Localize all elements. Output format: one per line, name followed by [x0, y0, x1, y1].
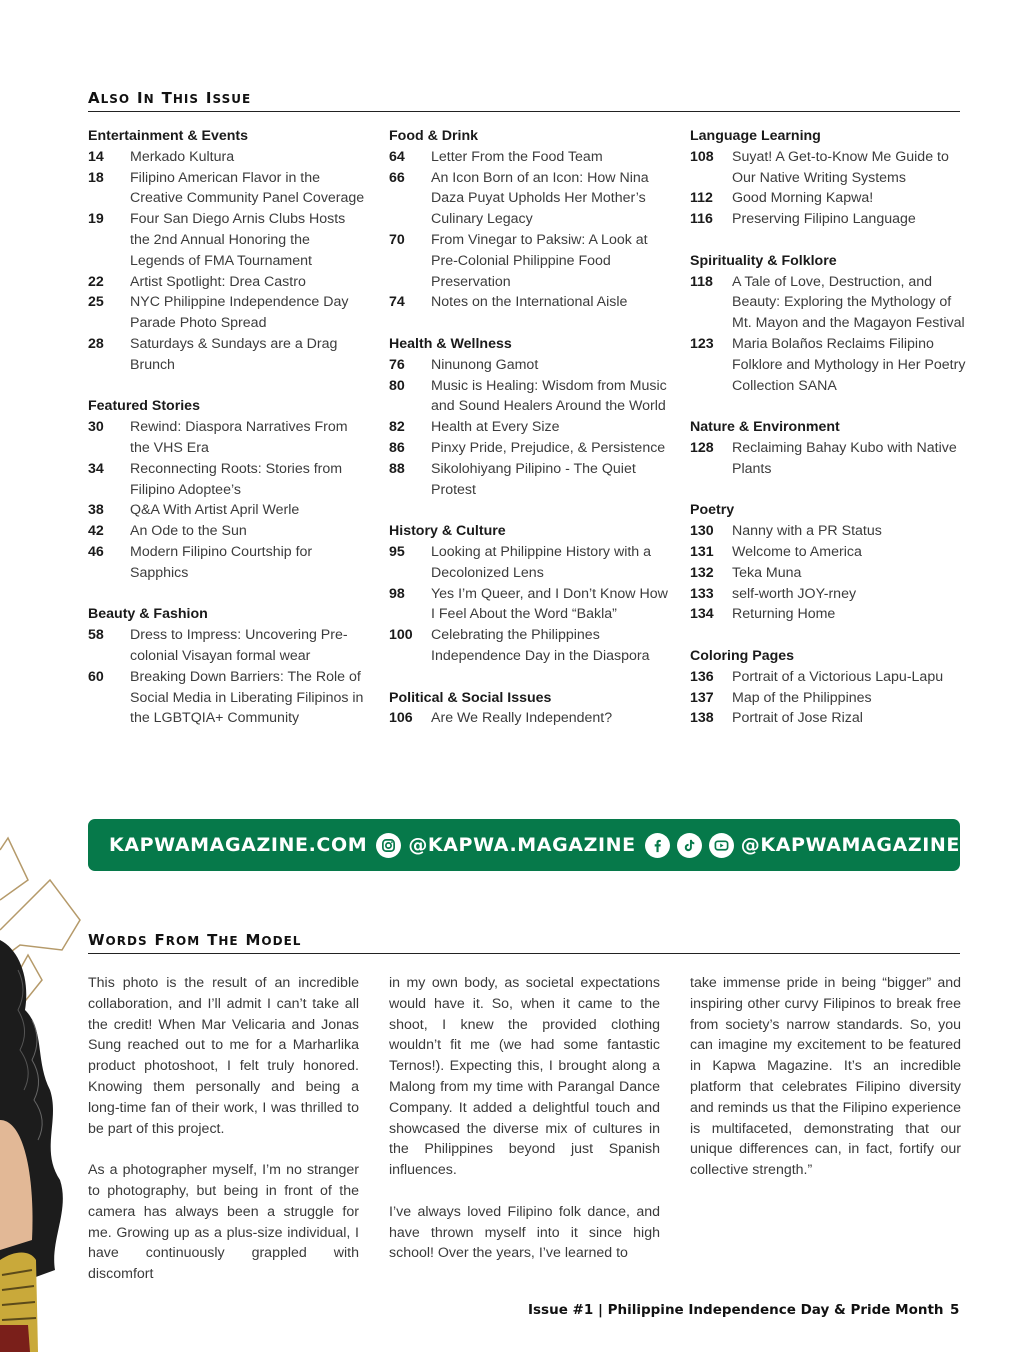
toc-entry[interactable] — [690, 334, 970, 396]
toc-page-number: 42 — [88, 523, 104, 540]
toc-entry-title: Modern Filipino Courtship for Sapphics — [130, 543, 313, 581]
toc-entry-title: Filipino American Flavor in the Creative Community Panel Coverage — [130, 169, 365, 207]
facebook-icon[interactable] — [645, 833, 670, 858]
toc-category-heading: Poetry — [690, 502, 735, 519]
toc-entry-title: NYC Philippine Independence Day Parade Photo Spread — [130, 294, 349, 332]
toc-entry[interactable] — [88, 417, 368, 459]
toc-category-group — [389, 334, 669, 500]
toc-entry-title: Merkado Kultura — [130, 148, 235, 165]
article-column-2 — [389, 973, 660, 1285]
youtube-icon[interactable] — [709, 833, 734, 858]
toc-page-number: 25 — [88, 294, 104, 311]
toc-category-heading: Entertainment & Events — [88, 128, 249, 144]
toc-entry[interactable] — [389, 417, 669, 438]
toc-entry[interactable] — [88, 500, 368, 521]
toc-entry-title: Preserving Filipino Language — [732, 211, 916, 228]
toc-entry-title: Celebrating the Philippines Independence Day in the Diaspora — [431, 627, 650, 664]
model-photo-illustration — [0, 820, 90, 1352]
toc-entry[interactable] — [389, 292, 669, 313]
toc-category-group — [690, 500, 970, 625]
toc-entry[interactable] — [389, 147, 669, 168]
toc-entry-title: Good Morning Kapwa! — [732, 190, 874, 207]
toc-entry[interactable] — [88, 521, 368, 542]
toc-entry[interactable] — [389, 542, 669, 584]
instagram-icon — [376, 833, 401, 858]
toc-entry[interactable] — [690, 584, 970, 605]
toc-page-number: 80 — [389, 377, 405, 394]
toc-entry-title: Looking at Philippine History with a Decolonized Lens — [431, 543, 652, 581]
toc-page-number: 118 — [690, 273, 713, 290]
toc-entry-title: Nanny with a PR Status — [732, 523, 882, 540]
paragraph: This photo is the result of an incredible collaboration, and I’ll admit I can’t take all the credit! When Mar Velicaria and Jonas Sung reached out to me for a Marharlika product photoshoot, I felt truly honored. Knowing them personally and being a long-time fan of their work, I was thrilled to be part of this project. — [88, 975, 359, 1137]
toc-page-number: 18 — [88, 169, 104, 186]
toc-page-number: 136 — [690, 668, 714, 685]
page-number: 5 — [950, 1302, 960, 1318]
toc-page-number: 138 — [690, 710, 714, 727]
toc-entry[interactable] — [690, 563, 970, 584]
toc-entry-title: Artist Spotlight: Drea Castro — [130, 273, 306, 290]
toc-category-group — [690, 417, 970, 479]
toc-column-3 — [690, 126, 970, 750]
toc-entry-title: Reconnecting Roots: Stories from Filipino Adoptee’s — [130, 460, 343, 498]
toc-category-heading: Spirituality & Folklore — [690, 252, 837, 269]
toc-category-group — [690, 126, 970, 230]
toc-entry[interactable] — [88, 625, 368, 667]
toc-entry[interactable] — [389, 230, 669, 292]
toc-column-1 — [88, 126, 368, 750]
toc-entry[interactable] — [88, 147, 368, 168]
toc-page-number: 108 — [690, 148, 714, 165]
toc-entry-title: Are We Really Independent? — [431, 710, 613, 727]
toc-category-group — [690, 646, 970, 729]
toc-entry-title: An Ode to the Sun — [130, 523, 247, 540]
toc-page-number: 130 — [690, 523, 714, 540]
toc-page-number: 30 — [88, 419, 104, 436]
toc-entry[interactable] — [389, 168, 669, 230]
toc-category-heading: Nature & Environment — [690, 419, 840, 436]
section-title-text: words from the model — [88, 926, 302, 951]
toc-entry[interactable] — [389, 459, 669, 501]
toc-category-group — [389, 126, 669, 313]
toc-entry-title: Reclaiming Bahay Kubo with Native Plants — [732, 439, 957, 477]
toc-entry-title: Music is Healing: Wisdom from Music and Sound Healers Around the World — [431, 377, 667, 415]
toc-entry-title: Notes on the International Aisle — [431, 294, 628, 311]
social-banner — [88, 819, 960, 871]
toc-entry-title: Yes I’m Queer, and I Don’t Know How I Feel About the Word “Bakla” — [431, 585, 668, 623]
toc-entry-title: Health at Every Size — [431, 419, 560, 436]
toc-page-number: 76 — [389, 356, 405, 373]
toc-entry-title: Teka Muna — [732, 564, 802, 581]
toc-page-number: 98 — [389, 585, 405, 602]
toc-page-number: 19 — [88, 211, 104, 228]
toc-page-number: 46 — [88, 543, 104, 560]
toc-category-group — [389, 521, 669, 667]
toc-entry[interactable] — [690, 667, 970, 688]
toc-entry[interactable] — [389, 355, 669, 376]
toc-entry[interactable] — [389, 625, 669, 667]
toc-entry[interactable] — [690, 604, 970, 625]
toc-entry[interactable] — [88, 667, 368, 729]
toc-entry-title: Maria Bolaños Reclaims Filipino Folklore and Mythology in Her Poetry Collection SANA — [732, 335, 966, 394]
toc-page-number: 88 — [389, 460, 405, 477]
toc-entry-title: Portrait of Jose Rizal — [732, 710, 863, 727]
toc-page-number: 128 — [690, 439, 714, 456]
also-in-this-issue-heading — [88, 84, 960, 112]
toc-page-number: 74 — [389, 294, 405, 311]
toc-entry[interactable] — [690, 188, 970, 209]
toc-category-heading: History & Culture — [389, 523, 506, 540]
toc-category-heading: Beauty & Fashion — [88, 606, 208, 623]
toc-page-number: 112 — [690, 190, 713, 207]
toc-entry-title: Map of the Philippines — [732, 689, 872, 706]
website-link[interactable]: KAPWAMAGAZINE.COM — [109, 834, 368, 856]
toc-entry-title: Q&A With Artist April Werle — [130, 502, 300, 519]
toc-column-2 — [389, 126, 669, 750]
toc-entry-title: Letter From the Food Team — [431, 148, 603, 165]
toc-entry[interactable] — [389, 376, 669, 418]
toc-page-number: 131 — [690, 543, 714, 560]
toc-entry[interactable] — [88, 542, 368, 584]
toc-page-number: 95 — [389, 543, 405, 560]
toc-category-group — [88, 396, 368, 583]
toc-category-heading: Featured Stories — [88, 398, 200, 415]
toc-entry[interactable] — [389, 584, 669, 626]
tiktok-icon[interactable] — [677, 833, 702, 858]
toc-entry-title: Ninunong Gamot — [431, 356, 539, 373]
toc-entry-title: Portrait of a Victorious Lapu-Lapu — [732, 668, 944, 685]
instagram-handle: @KAPWA.MAGAZINE — [408, 834, 636, 856]
paragraph: As a photographer myself, I’m no stranger to photography, but being in front of the camera has always been a struggle for me. Growing up as a plus-size individual, I have continuously grappled with discomfort — [88, 1162, 359, 1283]
toc-entry-title: Pinxy Pride, Prejudice, & Persistence — [431, 439, 666, 456]
toc-category-group — [389, 688, 669, 730]
toc-category-heading: Language Learning — [690, 128, 821, 144]
toc-entry-title: From Vinegar to Paksiw: A Look at Pre-Colonial Philippine Food Preservation — [431, 231, 648, 290]
toc-entry[interactable] — [690, 147, 970, 189]
toc-entry[interactable] — [690, 688, 970, 709]
toc-entry[interactable] — [690, 209, 970, 230]
toc-entry-title: Sikolohiyang Pilipino - The Quiet Protest — [431, 460, 636, 498]
toc-entry[interactable] — [690, 521, 970, 542]
words-from-model-heading — [88, 926, 960, 954]
toc-category-group — [88, 604, 368, 729]
toc-page-number: 64 — [389, 148, 405, 165]
article-column-1 — [88, 973, 359, 1306]
toc-page-number: 133 — [690, 585, 714, 602]
toc-page-number: 134 — [690, 606, 714, 623]
other-social-links — [645, 833, 960, 858]
toc-entry-title: Four San Diego Arnis Clubs Hosts the 2nd Annual Honoring the Legends of FMA Tournament — [130, 211, 346, 269]
toc-entry[interactable] — [690, 708, 970, 729]
toc-entry-title: self-worth JOY-rney — [732, 585, 857, 602]
toc-page-number: 60 — [88, 668, 104, 685]
paragraph: I’ve always loved Filipino folk dance, and have thrown myself into it since high school! Over the years, I’ve learned to — [389, 1203, 660, 1262]
toc-entry-title: Rewind: Diaspora Narratives From the VHS Era — [130, 419, 348, 456]
toc-page-number: 116 — [690, 211, 713, 228]
toc-page-number: 137 — [690, 689, 714, 706]
toc-entry[interactable] — [88, 292, 368, 334]
toc-entry-title: Returning Home — [732, 606, 836, 623]
toc-entry-title: Welcome to America — [732, 543, 862, 560]
toc-entry-title: Suyat! A Get-to-Know Me Guide to Our Native Writing Systems — [732, 148, 949, 186]
toc-category-group — [690, 251, 970, 397]
section-title-text: also in this issue — [88, 84, 252, 109]
toc-page-number: 132 — [690, 564, 714, 581]
toc-page-number: 86 — [389, 439, 405, 456]
paragraph: in my own body, as societal expectations would have it. So, when it came to the shoot, I knew the provided clothing wouldn’t fit me (we had some fantastic Ternos!). Expecting this, I brought along a Malong from my time with Parangal Dance Company. It added a delightful touch and showcased the diverse mix of cultures in the Philippines beyond just Spanish influences. — [389, 975, 660, 1179]
toc-page-number: 28 — [88, 335, 104, 352]
toc-entry[interactable] — [690, 272, 970, 334]
toc-category-heading: Health & Wellness — [389, 335, 512, 352]
toc-page-number: 14 — [88, 148, 104, 165]
toc-entry[interactable] — [690, 542, 970, 563]
toc-entry-title: A Tale of Love, Destruction, and Beauty: Exploring the Mythology of Mt. Mayon and the Magayon Festival — [732, 273, 965, 332]
toc-entry[interactable] — [88, 334, 368, 376]
toc-category-group — [88, 126, 368, 376]
toc-category-heading: Food & Drink — [389, 128, 479, 144]
toc-entry-title: Dress to Impress: Uncovering Pre-colonial Visayan formal wear — [130, 627, 348, 664]
toc-page-number: 58 — [88, 627, 104, 644]
toc-entry[interactable] — [389, 438, 669, 459]
instagram-link[interactable] — [376, 833, 635, 858]
article-column-3 — [690, 973, 961, 1202]
paragraph: take immense pride in being “bigger” and inspiring other curvy Filipinos to break free from society’s narrow standards. So, you can imagine my excitement to be featured in Kapwa Magazine. It’s an incredible platform that celebrates Filipino diversity and reminds us that the Filipino experience is multifaceted, demonstrating that our unique differences can, in fact, fortify our collective strength.” — [690, 975, 961, 1179]
toc-entry[interactable] — [88, 459, 368, 501]
issue-footer: Issue #1 | Philippine Independence Day & Pride Month — [528, 1302, 944, 1318]
toc-page-number: 82 — [389, 419, 405, 436]
toc-entry[interactable] — [88, 168, 368, 210]
toc-entry-title: Saturdays & Sundays are a Drag Brunch — [130, 335, 338, 373]
toc-entry[interactable] — [389, 708, 669, 729]
toc-page-number: 38 — [88, 502, 104, 519]
toc-category-heading: Coloring Pages — [690, 647, 795, 664]
toc-entry[interactable] — [88, 209, 368, 271]
toc-page-number: 22 — [88, 273, 104, 290]
toc-page-number: 66 — [389, 169, 405, 186]
toc-entry-title: An Icon Born of an Icon: How Nina Daza Puyat Upholds Her Mother’s Culinary Legacy — [431, 169, 649, 228]
toc-page-number: 100 — [389, 627, 413, 644]
toc-page-number: 70 — [389, 231, 405, 248]
toc-page-number: 106 — [389, 710, 413, 727]
toc-category-heading: Political & Social Issues — [389, 689, 552, 706]
toc-entry-title: Breaking Down Barriers: The Role of Social Media in Liberating Filipinos in the LGBTQIA+ Community — [130, 668, 364, 727]
model-photo — [0, 820, 90, 1352]
toc-entry[interactable] — [690, 438, 970, 480]
toc-page-number: 123 — [690, 335, 714, 352]
social-handle: @KAPWAMAGAZINE — [740, 834, 960, 856]
toc-entry[interactable] — [88, 272, 368, 293]
toc-page-number: 34 — [88, 460, 104, 477]
